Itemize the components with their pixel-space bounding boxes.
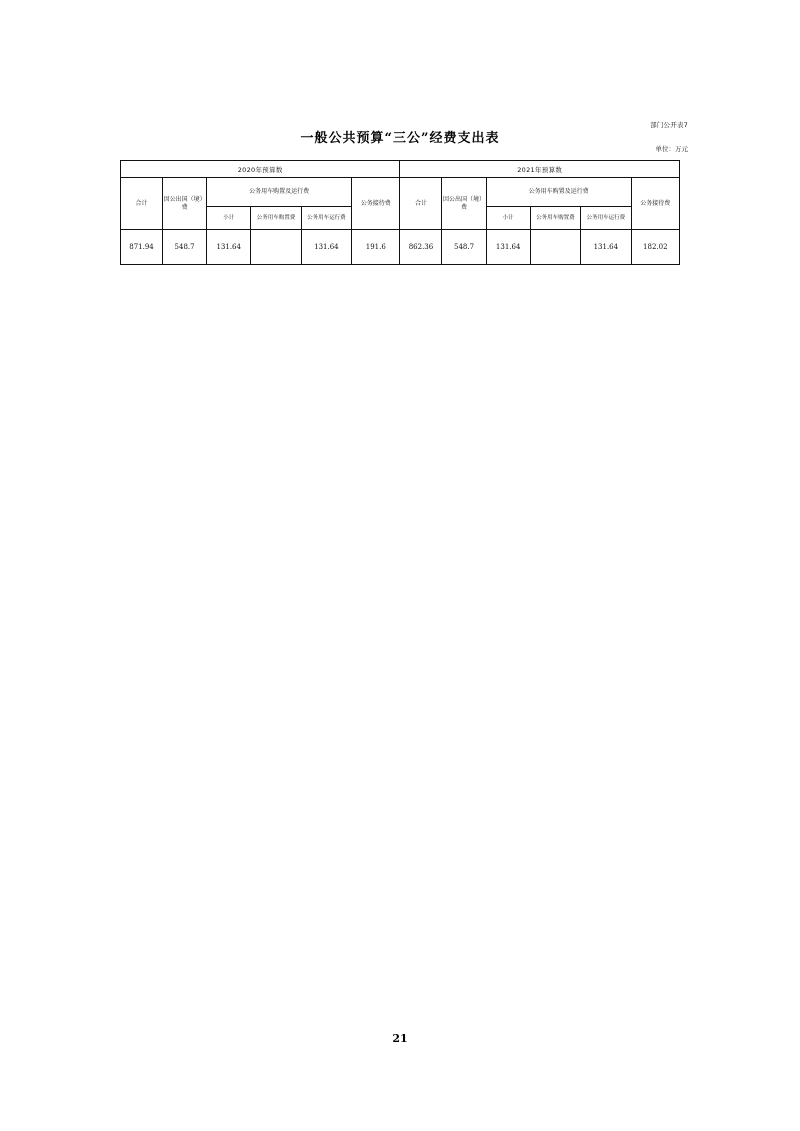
table-row — [121, 230, 680, 265]
value-2021-abroad: 548.7 — [442, 230, 486, 265]
header-2020-vehicle-operation: 公务用车运行费 — [301, 207, 351, 230]
budget-table — [120, 160, 680, 265]
value-2020-vehicle-operation: 131.64 — [301, 230, 351, 265]
value-2020-vehicle-subtotal: 131.64 — [207, 230, 251, 265]
value-2021-vehicle-purchase — [530, 230, 580, 265]
header-2020-vehicle-subtotal: 小计 — [207, 207, 251, 230]
value-2021-hospitality: 182.02 — [631, 230, 679, 265]
header-2020-vehicle-purchase: 公务用车购置费 — [251, 207, 301, 230]
header-2021-vehicle-group: 公务用车购置及运行费 — [486, 178, 631, 207]
header-2020-hospitality: 公务接待费 — [352, 178, 400, 230]
value-2020-hospitality: 191.6 — [352, 230, 400, 265]
value-2020-vehicle-purchase — [251, 230, 301, 265]
header-2021-vehicle-subtotal: 小计 — [486, 207, 530, 230]
header-2020-vehicle-group: 公务用车购置及运行费 — [207, 178, 352, 207]
header-2021-total: 合计 — [400, 178, 442, 230]
form-code-label: 部门公开表7 — [650, 121, 688, 129]
header-2020-total: 合计 — [121, 178, 163, 230]
value-2020-abroad: 548.7 — [163, 230, 207, 265]
value-2021-total: 862.36 — [400, 230, 442, 265]
header-2021-hospitality: 公务接待费 — [631, 178, 679, 230]
group-header-2021: 2021年预算数 — [400, 161, 680, 178]
group-header-2020: 2020年预算数 — [121, 161, 400, 178]
header-2021-abroad: 因公出国（境）费 — [442, 178, 486, 230]
page-number: 21 — [392, 1032, 408, 1045]
header-2021-vehicle-operation: 公务用车运行费 — [581, 207, 631, 230]
value-2021-vehicle-operation: 131.64 — [581, 230, 631, 265]
page-title: 一般公共预算“三公”经费支出表 — [300, 131, 500, 146]
value-2020-total: 871.94 — [121, 230, 163, 265]
value-2021-vehicle-subtotal: 131.64 — [486, 230, 530, 265]
unit-note: 单位：万元 — [655, 145, 688, 153]
header-2020-abroad: 因公出国（境）费 — [163, 178, 207, 230]
header-2021-vehicle-purchase: 公务用车购置费 — [530, 207, 580, 230]
